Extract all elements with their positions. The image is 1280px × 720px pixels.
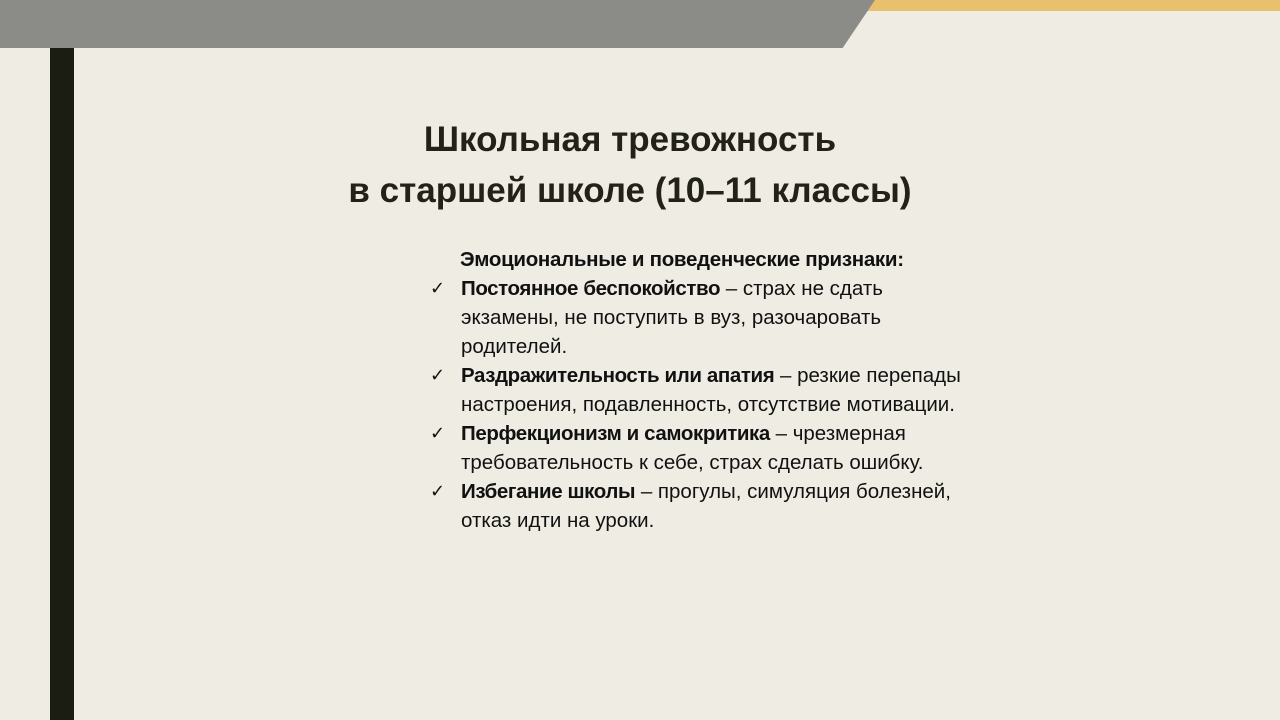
check-icon: ✓ — [430, 365, 446, 386]
sign-term: Избегание школы — [461, 480, 636, 503]
slide-title-line-2: в старшей школе (10–11 классы) — [348, 171, 912, 210]
content-block — [430, 245, 970, 535]
check-icon: ✓ — [430, 278, 446, 299]
slide-title-line-1: Школьная тревожность — [423, 120, 837, 159]
signs-list — [430, 274, 970, 535]
list-item — [430, 419, 970, 477]
check-icon: ✓ — [430, 423, 446, 444]
list-item — [430, 274, 970, 361]
sign-description: – прогулы, симуляция болезней, отказ идти на уроки. — [461, 480, 951, 532]
slide-title — [230, 114, 1030, 216]
list-item — [430, 361, 970, 419]
list-item — [430, 477, 970, 535]
top-accent-bar-gold — [860, 0, 1280, 11]
left-accent-bar — [50, 48, 74, 720]
sign-term: Раздражительность или апатия — [461, 364, 775, 387]
sign-term: Постоянное беспокойство — [461, 277, 721, 300]
check-icon: ✓ — [430, 481, 446, 502]
top-accent-bar-gray — [0, 0, 875, 48]
sign-description: – страх не сдать экзамены, не поступить в вуз, разочаровать родителей. — [461, 277, 883, 358]
subheading: Эмоциональные и поведенческие признаки: — [460, 248, 904, 271]
sign-description: – чрезмерная требовательность к себе, страх сделать ошибку. — [461, 422, 924, 474]
sign-term: Перфекционизм и самокритика — [461, 422, 770, 445]
sign-description: – резкие перепады настроения, подавленность, отсутствие мотивации. — [461, 364, 961, 416]
